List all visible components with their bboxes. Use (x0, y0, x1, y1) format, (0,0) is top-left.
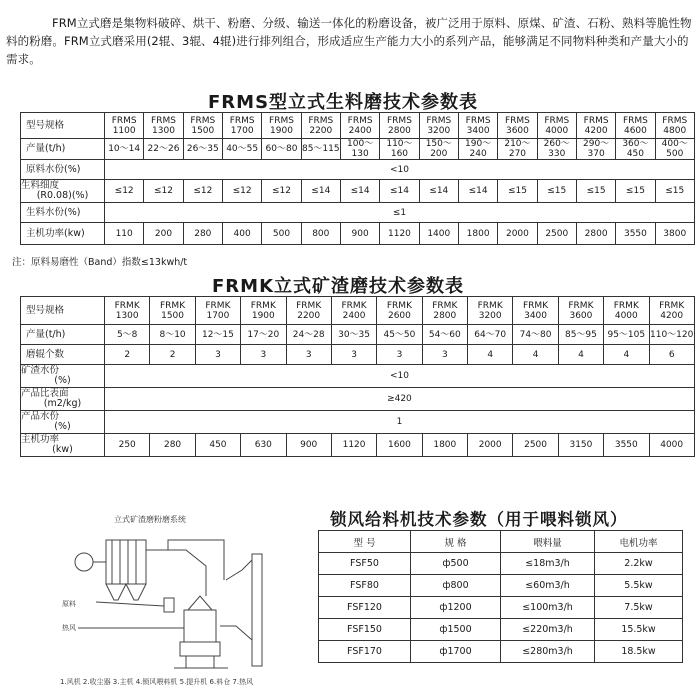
elevator-shape (252, 554, 262, 666)
feeder-cell: ≤60m3/h (501, 575, 595, 597)
feeder-cell: ≤220m3/h (501, 619, 595, 641)
feeder-cell: ф1200 (411, 597, 501, 619)
row-label-text: 原料水份(%) (26, 163, 81, 175)
frmk-spec-table (20, 296, 695, 457)
row-label (21, 434, 105, 457)
value-cell: 24～28 (286, 325, 331, 345)
row-label (21, 388, 105, 411)
model-size: 1900 (270, 125, 293, 136)
span-value-cell: ≥420 (105, 388, 695, 411)
row-label (21, 139, 105, 160)
model-size: 2800 (388, 125, 411, 136)
value-cell: 400 (222, 223, 261, 245)
grinding-system-diagram (56, 510, 278, 688)
row-label-text: 生料细度 (21, 180, 60, 191)
feeder-cell: ф1500 (411, 619, 501, 641)
value-cell: 3550 (604, 434, 649, 457)
spec-row (21, 345, 695, 365)
model-cell (340, 113, 379, 139)
value-cell: 200 (144, 223, 183, 245)
value-cell: 26～35 (183, 139, 222, 160)
value-cell: 1400 (419, 223, 458, 245)
model-cell (498, 113, 537, 139)
model-series: FRMK (160, 300, 186, 311)
value-cell: ≤15 (576, 180, 615, 203)
value-cell: 3 (331, 345, 376, 365)
row-label (21, 180, 105, 203)
model-cell (655, 113, 694, 139)
feeder-cell: ≤18m3/h (501, 553, 595, 575)
spec-row (21, 139, 695, 160)
model-cell (144, 113, 183, 139)
row-label-unit: (kw) (52, 444, 73, 455)
model-cell (558, 297, 603, 325)
row-label (21, 345, 105, 365)
value-cell: 190～240 (458, 139, 497, 160)
model-size: 2400 (342, 310, 366, 321)
model-size: 4600 (623, 125, 647, 136)
model-size: 1100 (112, 125, 136, 136)
model-cell (301, 113, 340, 139)
value-cell: 17～20 (241, 325, 286, 345)
value-cell: ≤15 (498, 180, 537, 203)
feeder-cell: FSF120 (319, 597, 411, 619)
feeder-spec-table (318, 530, 683, 663)
model-size: 3600 (569, 310, 593, 321)
model-cell (513, 297, 558, 325)
feeder-shape (164, 598, 174, 612)
value-cell: 100～130 (340, 139, 379, 160)
spec-row (21, 325, 695, 345)
model-series: FRMS (662, 115, 688, 126)
row-label-unit: (m2/kg) (43, 398, 82, 409)
model-size: 3600 (505, 125, 529, 136)
feeder-cell: ф500 (411, 553, 501, 575)
model-size: 3200 (427, 125, 451, 136)
value-cell: ≤12 (262, 180, 301, 203)
model-size: 1500 (161, 310, 185, 321)
value-cell: 22～26 (144, 139, 183, 160)
model-size: 3400 (524, 310, 548, 321)
diagram-legend: 1.风机 2.收尘器 3.主机 4.锁风喂料机 5.提升机 6.料仓 7.热风 (60, 678, 254, 686)
model-cell (468, 297, 513, 325)
model-cell (377, 297, 422, 325)
row-label-text: 生料水份(%) (26, 206, 81, 218)
value-cell: 2 (105, 345, 150, 365)
row-label (21, 325, 105, 345)
value-cell: 30～35 (331, 325, 376, 345)
value-cell: 110～160 (380, 139, 419, 160)
value-cell: ≤12 (222, 180, 261, 203)
value-cell: 250 (105, 434, 150, 457)
model-cell (616, 113, 655, 139)
vertical-mill-shape (184, 610, 216, 642)
model-size: 1700 (230, 125, 254, 136)
model-cell (380, 113, 419, 139)
frms-table-title: FRMS型立式生料磨技术参数表 (208, 92, 479, 113)
value-cell: 400～500 (655, 139, 694, 160)
row-label (21, 223, 105, 245)
model-cell (150, 297, 195, 325)
svg-text:热风: 热风 (62, 624, 76, 632)
model-size: 1500 (191, 125, 215, 136)
value-cell: 85～95 (558, 325, 603, 345)
value-cell: 900 (340, 223, 379, 245)
value-cell: 4 (604, 345, 649, 365)
value-cell: ≤15 (616, 180, 655, 203)
spec-row (21, 160, 695, 180)
value-cell: 54～60 (422, 325, 467, 345)
value-cell: 2500 (537, 223, 576, 245)
model-cell (262, 113, 301, 139)
svg-text:原料: 原料 (62, 600, 76, 608)
value-cell: 630 (241, 434, 286, 457)
span-value-cell: 1 (105, 411, 695, 434)
value-cell: 45～50 (377, 325, 422, 345)
spec-row (21, 365, 695, 388)
model-cell (105, 297, 150, 325)
model-size: 1300 (115, 310, 139, 321)
row-label-text: 产品水份 (21, 411, 60, 422)
value-cell: 6 (649, 345, 694, 365)
feeder-cell: 7.5kw (595, 597, 683, 619)
model-cell (604, 297, 649, 325)
value-cell: 900 (286, 434, 331, 457)
frmk-table-title: FRMK立式矿渣磨技术参数表 (212, 276, 465, 297)
frms-note: 注：原料易磨性（Band）指数≤13kwh/t (12, 257, 188, 268)
model-size: 4800 (663, 125, 687, 136)
row-label (21, 160, 105, 180)
value-cell: 360～450 (616, 139, 655, 160)
model-cell (576, 113, 615, 139)
value-cell: 85～115 (301, 139, 340, 160)
value-cell: 1800 (458, 223, 497, 245)
feeder-header-cell: 型 号 (319, 531, 411, 553)
row-label-unit: (%) (54, 421, 71, 432)
value-cell: 2000 (468, 434, 513, 457)
span-value-cell: ≤1 (105, 203, 695, 223)
model-series: FRMK (659, 300, 685, 311)
feeder-header-cell: 电机功率 (595, 531, 683, 553)
feeder-cell: 5.5kw (595, 575, 683, 597)
model-size: 1300 (152, 125, 175, 136)
model-cell (183, 113, 222, 139)
model-series: FRMK (432, 300, 458, 311)
fan-shape (75, 553, 93, 571)
feeder-cell: ≤280m3/h (501, 641, 595, 663)
frms-spec-table (20, 112, 695, 245)
value-cell: 110 (105, 223, 144, 245)
row-label-text: 磨辊个数 (26, 348, 65, 360)
value-cell: 74～80 (513, 325, 558, 345)
value-cell: 1120 (380, 223, 419, 245)
model-cell (537, 113, 576, 139)
feeder-cell: FSF50 (319, 553, 411, 575)
value-cell: 3 (422, 345, 467, 365)
model-cell (195, 297, 240, 325)
row-label-text: 产量(t/h) (26, 328, 66, 340)
model-cell (419, 113, 458, 139)
model-series: FRMS (190, 115, 216, 126)
model-label: 型号规格 (21, 297, 105, 325)
value-cell: 3550 (616, 223, 655, 245)
value-cell: 1800 (422, 434, 467, 457)
feeder-table-title: 锁风给料机技术参数（用于喂料锁风） (330, 510, 628, 529)
value-cell: 10～14 (105, 139, 144, 160)
value-cell: 150～200 (419, 139, 458, 160)
value-cell: 1600 (377, 434, 422, 457)
spec-row (21, 411, 695, 434)
row-label-unit: (%) (54, 375, 71, 386)
value-cell: ≤14 (340, 180, 379, 203)
model-series: FRMS (426, 115, 452, 126)
span-value-cell: <10 (105, 365, 695, 388)
model-series: FRMS (583, 115, 609, 126)
value-cell: 2 (150, 345, 195, 365)
value-cell: ≤14 (301, 180, 340, 203)
feeder-cell: 15.5kw (595, 619, 683, 641)
model-series: FRMK (205, 300, 231, 311)
model-series: FRMS (622, 115, 648, 126)
value-cell: 800 (301, 223, 340, 245)
value-cell: 110～120 (649, 325, 694, 345)
model-label: 型号规格 (21, 113, 105, 139)
model-series: FRMK (477, 300, 503, 311)
row-label-text: 矿渣水份 (21, 365, 60, 376)
row-label (21, 365, 105, 388)
value-cell: 280 (150, 434, 195, 457)
value-cell: 290～370 (576, 139, 615, 160)
value-cell: 2000 (498, 223, 537, 245)
feeder-header-cell: 喂料量 (501, 531, 595, 553)
model-cell (286, 297, 331, 325)
model-size: 2200 (309, 125, 333, 136)
model-cell (422, 297, 467, 325)
model-size: 3400 (466, 125, 490, 136)
model-series: FRMK (386, 300, 412, 311)
row-label-text: 主机功率(kw) (26, 227, 85, 239)
value-cell: 210～270 (498, 139, 537, 160)
value-cell: 95～105 (604, 325, 649, 345)
model-series: FRMS (465, 115, 491, 126)
diagram-caption: 立式矿渣磨粉磨系统 (114, 515, 186, 524)
feeder-cell: ф800 (411, 575, 501, 597)
value-cell: 60～80 (262, 139, 301, 160)
model-size: 2600 (387, 310, 411, 321)
value-cell: 260～330 (537, 139, 576, 160)
model-series: FRMK (296, 300, 322, 311)
model-series: FRMS (229, 115, 255, 126)
value-cell: 40～55 (222, 139, 261, 160)
value-cell: 2500 (513, 434, 558, 457)
value-cell: 3 (195, 345, 240, 365)
model-series: FRMS (308, 115, 334, 126)
spec-row (21, 203, 695, 223)
value-cell: 500 (262, 223, 301, 245)
feeder-header-row (319, 531, 683, 553)
intro-paragraph: FRM立式磨是集物料破碎、烘干、粉磨、分级、输送一体化的粉磨设备，被广泛用于原料、原煤、矿渣、石粉、熟料等脆性物料的粉磨。FRM立式磨采用(2辊、3辊、4辊)进行排列组合，形成适应生产能力大小的系列产品，能够满足不同物料种类和产量大小的需求。 (6, 16, 692, 66)
value-cell: 5～8 (105, 325, 150, 345)
model-series: FRMK (613, 300, 639, 311)
row-label-text: 产量(t/h) (26, 143, 66, 154)
value-cell: 3150 (558, 434, 603, 457)
row-label-unit: (R0.08)(%) (36, 190, 89, 201)
feeder-cell: ≤100m3/h (501, 597, 595, 619)
value-cell: 4 (513, 345, 558, 365)
spec-row (21, 434, 695, 457)
feeder-cell: FSF170 (319, 641, 411, 663)
value-cell: 4 (468, 345, 513, 365)
model-series: FRMS (347, 115, 373, 126)
feeder-cell: 18.5kw (595, 641, 683, 663)
value-cell: ≤14 (380, 180, 419, 203)
value-cell: 3 (286, 345, 331, 365)
model-series: FRMK (341, 300, 367, 311)
model-size: 2400 (348, 125, 372, 136)
value-cell: 3 (241, 345, 286, 365)
value-cell: 1120 (331, 434, 376, 457)
value-cell: ≤15 (655, 180, 694, 203)
model-series: FRMK (250, 300, 276, 311)
model-size: 4000 (545, 125, 569, 136)
value-cell: 3 (377, 345, 422, 365)
model-series: FRMK (523, 300, 549, 311)
spec-row (21, 388, 695, 411)
model-size: 1900 (251, 310, 275, 321)
value-cell: ≤14 (458, 180, 497, 203)
model-size: 2200 (297, 310, 321, 321)
value-cell: 12～15 (195, 325, 240, 345)
feeder-row (319, 641, 683, 663)
model-size: 2800 (433, 310, 457, 321)
model-cell (458, 113, 497, 139)
value-cell: ≤12 (144, 180, 183, 203)
value-cell: ≤12 (105, 180, 144, 203)
value-cell: 64～70 (468, 325, 513, 345)
model-cell (331, 297, 376, 325)
model-size: 4200 (584, 125, 608, 136)
feeder-cell: FSF150 (319, 619, 411, 641)
value-cell: 450 (195, 434, 240, 457)
feeder-row (319, 553, 683, 575)
feeder-row (319, 575, 683, 597)
model-series: FRMS (111, 115, 137, 126)
span-value-cell: <10 (105, 160, 695, 180)
model-series: FRMK (114, 300, 140, 311)
spec-row (21, 180, 695, 203)
model-size: 3200 (478, 310, 502, 321)
feeder-cell: FSF80 (319, 575, 411, 597)
model-cell (105, 113, 144, 139)
row-label (21, 411, 105, 434)
model-size: 1700 (206, 310, 230, 321)
model-series: FRMS (269, 115, 294, 126)
model-size: 4200 (660, 310, 684, 321)
value-cell: 3800 (655, 223, 694, 245)
row-label-text: 产品比表面 (21, 388, 69, 399)
model-series: FRMS (544, 115, 570, 126)
model-cell (649, 297, 694, 325)
value-cell: 280 (183, 223, 222, 245)
model-cell (241, 297, 286, 325)
value-cell: ≤15 (537, 180, 576, 203)
feeder-header-cell: 规 格 (411, 531, 501, 553)
value-cell: 4000 (649, 434, 694, 457)
model-series: FRMS (504, 115, 530, 126)
value-cell: 4 (558, 345, 603, 365)
model-series: FRMK (568, 300, 594, 311)
value-cell: 8～10 (150, 325, 195, 345)
row-label (21, 203, 105, 223)
row-label-text: 主机功率 (21, 434, 60, 445)
feeder-cell: ф1700 (411, 641, 501, 663)
spec-row (21, 223, 695, 245)
feeder-cell: 2.2kw (595, 553, 683, 575)
model-series: FRMS (387, 115, 412, 126)
model-cell (222, 113, 261, 139)
model-size: 4000 (614, 310, 638, 321)
model-series: FRMS (151, 115, 176, 126)
value-cell: 2800 (576, 223, 615, 245)
value-cell: ≤12 (183, 180, 222, 203)
feeder-row (319, 597, 683, 619)
feeder-row (319, 619, 683, 641)
value-cell: ≤14 (419, 180, 458, 203)
